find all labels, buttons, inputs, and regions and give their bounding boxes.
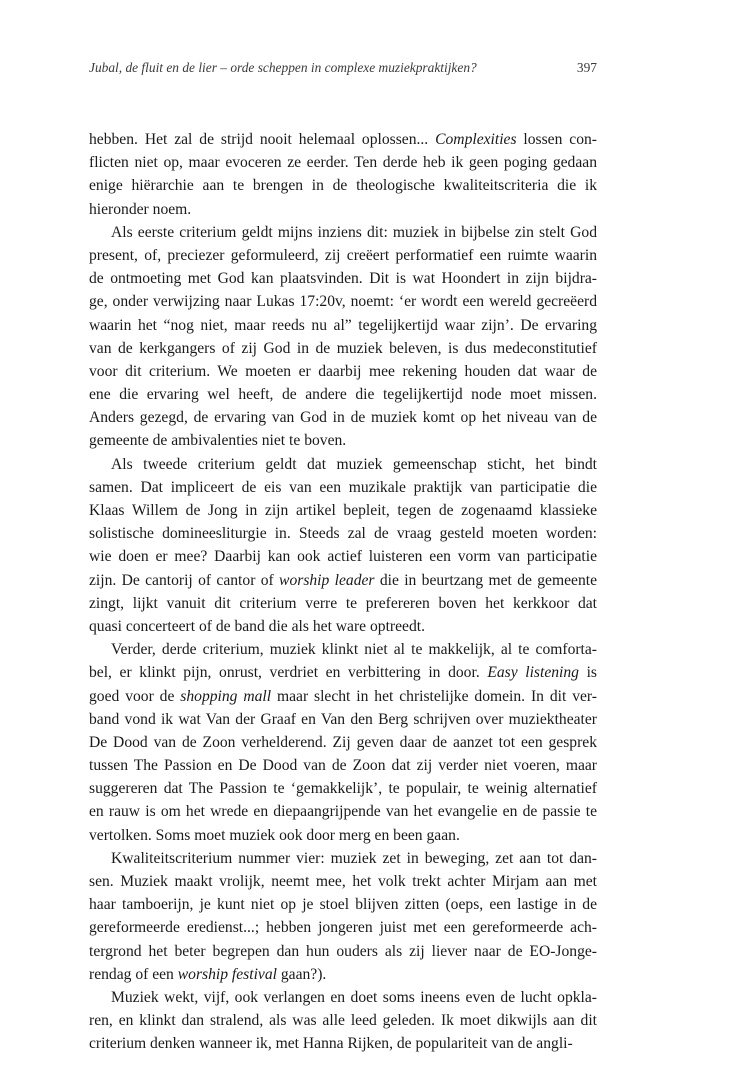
text-line (89, 893, 597, 916)
text-segment: band vond ik wat Van der Graaf en Van den Berg schrijven over muziektheater (89, 710, 597, 728)
italic-text: shopping mall (180, 687, 272, 705)
text-segment: hebben. Het zal de strijd nooit helemaal oplossen... (89, 131, 436, 148)
text-segment: De Dood van de Zoon verhelderend. Zij geven daar de aanzet tot een gesprek (89, 733, 597, 751)
text-segment: waarin het “nog niet, maar reeds nu al” tegelijkertijd waar zijn’. De ervaring (89, 316, 597, 334)
running-header (89, 60, 597, 80)
text-segment: ren, en klinkt dan stralend, als was alle leed geleden. Ik moet dikwijls aan dit (89, 1012, 597, 1030)
paragraph (89, 847, 597, 986)
text-segment: bel, er klinkt pijn, onrust, verdriet en verbittering in door. (89, 664, 488, 682)
text-line (89, 406, 597, 429)
text-segment: die in beurtzang met de gemeente (374, 571, 597, 589)
text-segment: rendag of een (89, 965, 178, 983)
text-line (89, 221, 597, 244)
text-line (89, 824, 597, 847)
text-line (89, 174, 597, 197)
text-segment: is (578, 664, 597, 682)
page-number: 397 (576, 60, 597, 75)
text-segment: flicten niet op, maar evoceren ze eerder. Ten derde heb ik geen poging gedaan (89, 154, 597, 172)
text-segment: present, of, preciezer geformuleerd, zij creëert performatief een ruimte waarin (89, 246, 597, 264)
text-segment: lossen con- (516, 131, 597, 148)
text-segment: enige hiërarchie aan te brengen in de theologische kwaliteitscriteria die ik (89, 177, 597, 195)
text-segment: quasi concerteert of de band die als het ware optreedt. (89, 617, 425, 635)
text-line (89, 847, 597, 870)
text-line (89, 429, 597, 452)
text-line (89, 870, 597, 893)
text-line (89, 685, 597, 708)
text-segment: tergrond het beter begrepen dan hun ouders als zij liever naar de EO-Jonge- (89, 942, 597, 960)
text-segment: en rauw is om het wrede en diepaangrijpende van het evangelie en de passie te (89, 803, 597, 821)
text-line (89, 1032, 597, 1055)
text-segment: solistische domineesliturgie in. Steeds zal de vraag gesteld moeten worden: (89, 525, 597, 543)
text-segment: zijn. De cantorij of cantor of (89, 571, 280, 589)
text-segment: tussen The Passion en De Dood van de Zoon dat zij verder niet voeren, maar (89, 757, 597, 775)
text-line (89, 522, 597, 545)
text-line (89, 267, 597, 290)
text-segment: Kwaliteitscriterium nummer vier: muziek zet in beweging, zet aan tot dan- (111, 849, 597, 867)
text-line (89, 800, 597, 823)
text-segment: Anders gezegd, de ervaring van God in de muziek komt op het niveau van de (89, 409, 597, 427)
text-line (89, 916, 597, 939)
text-segment: van de kerkgangers of zij God in de muziek beleven, is dus medeconstitutief (89, 339, 597, 357)
text-line (89, 731, 597, 754)
text-line (89, 290, 597, 313)
text-segment: goed voor de (89, 687, 181, 705)
text-segment: suggereren dat The Passion te ‘gemakkelijk’, te populair, te weinig alternatief (89, 780, 597, 798)
text-line (89, 569, 597, 592)
text-segment: Als eerste criterium geldt mijns inziens dit: muziek in bijbelse zin stelt God (111, 223, 597, 241)
text-segment: criterium denken wanneer ik, met Hanna Rijken, de populariteit van de angli- (89, 1035, 573, 1053)
paragraph (89, 128, 597, 221)
text-line (89, 661, 597, 684)
text-line (89, 754, 597, 777)
text-line (89, 383, 597, 406)
paragraph (89, 638, 597, 847)
italic-text: Easy listening (487, 664, 579, 682)
text-line (89, 337, 597, 360)
text-segment: Muziek wekt, vijf, ook verlangen en doet soms ineens even de lucht opkla- (111, 988, 597, 1006)
text-line (89, 777, 597, 800)
text-line (89, 940, 597, 963)
text-line (89, 198, 597, 221)
text-segment: Als tweede criterium geldt dat muziek gemeenschap sticht, het bindt (111, 455, 597, 473)
text-line (89, 708, 597, 731)
text-segment: ge, onder verwijzing naar Lukas 17:20v, noemt: ‘er wordt een wereld gecreëerd (89, 293, 597, 311)
text-line (89, 545, 597, 568)
text-segment: wie doen er mee? Daarbij kan ook actief luisteren een vorm van participatie (89, 548, 597, 566)
paragraph (89, 221, 597, 453)
text-line (89, 499, 597, 522)
text-segment: voor dit criterium. We moeten er daarbij mee rekening houden dat waar de (89, 362, 597, 380)
text-line (89, 986, 597, 1009)
paragraph (89, 986, 597, 1056)
text-line (89, 476, 597, 499)
text-segment: Verder, derde criterium, muziek klinkt niet al te makkelijk, al te comforta- (111, 641, 597, 659)
text-segment: sen. Muziek maakt vrolijk, neemt mee, het volk trekt achter Mirjam aan met (89, 873, 597, 890)
italic-text: Complexities (435, 131, 517, 148)
text-segment: ene die ervaring wel heeft, de andere die tegelijkertijd node moet missen. (89, 386, 597, 404)
italic-text: worship leader (279, 571, 375, 589)
text-segment: gemeente de ambivalenties niet te boven. (89, 432, 347, 450)
text-line (89, 453, 597, 476)
text-line (89, 128, 597, 151)
text-segment: gaan?). (276, 965, 327, 983)
text-line (89, 244, 597, 267)
text-segment: hieronder noem. (89, 200, 192, 218)
text-segment: de ontmoeting met God kan plaatsvinden. Dit is wat Hoondert in zijn bijdra- (89, 270, 597, 288)
text-line (89, 151, 597, 174)
text-line (89, 314, 597, 337)
text-segment: gereformeerde eredienst...; hebben jongeren juist met een gereformeerde ach- (89, 919, 597, 937)
italic-text: worship festival (177, 965, 277, 983)
text-line (89, 615, 597, 638)
text-segment: maar slecht in het christelijke domein. In dit ver- (271, 687, 597, 705)
text-line (89, 592, 597, 615)
text-line (89, 638, 597, 661)
text-line (89, 963, 597, 986)
paragraph (89, 453, 597, 639)
running-header-title: Jubal, de fluit en de lier – orde scheppen in complexe muziekpraktijken? (89, 60, 477, 75)
text-line (89, 1009, 597, 1032)
text-segment: vertolken. Soms moet muziek ook door merg en been gaan. (89, 826, 460, 844)
text-segment: Klaas Willem de Jong in zijn artikel bepleit, tegen de zogenaamd klassieke (89, 502, 597, 519)
text-line (89, 360, 597, 383)
text-segment: haar tamboerijn, je kunt niet op je stoel blijven zitten (oeps, een lastige in de (89, 896, 597, 914)
text-segment: zingt, lijkt vanuit dit criterium verre te prefereren boven het kerkkoor dat (89, 594, 597, 612)
body-text (89, 128, 597, 1056)
text-segment: samen. Dat impliceert de eis van een muzikale praktijk van participatie die (89, 478, 597, 496)
